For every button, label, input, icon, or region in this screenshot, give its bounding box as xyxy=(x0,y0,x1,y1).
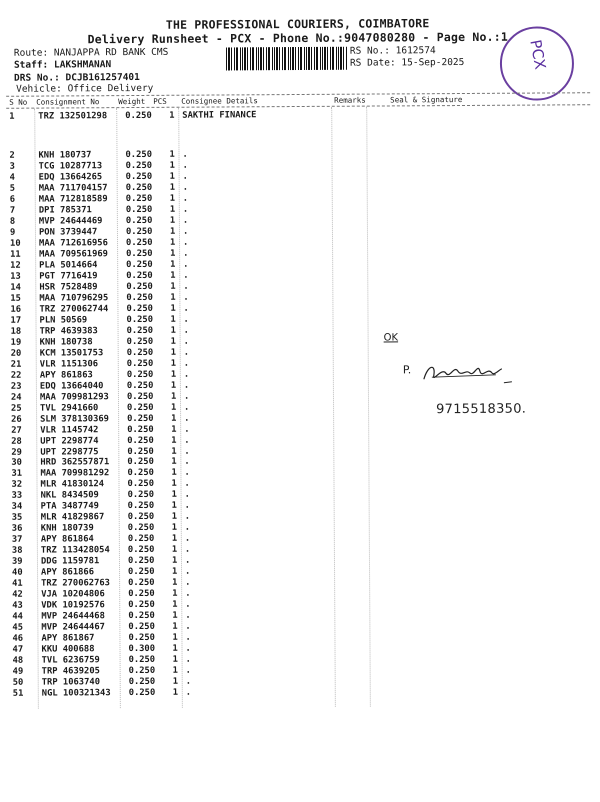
row-marker: . xyxy=(183,380,190,391)
row-consignment: PLA 5014664 xyxy=(39,260,98,271)
row-consignment: TRP 4639383 xyxy=(39,325,98,337)
row-sno: 15 xyxy=(10,293,21,304)
row-weight: 0.250 xyxy=(126,358,154,369)
row-marker: . xyxy=(185,610,191,621)
row-sno: 20 xyxy=(10,348,22,359)
row-consignment: TRP 4639205 xyxy=(41,666,100,677)
row-pcs: 1 xyxy=(171,512,178,523)
row-consignment: MLR 41829867 xyxy=(40,512,105,523)
row-weight: 0.250 xyxy=(127,424,154,435)
row-weight: 0.250 xyxy=(127,479,155,490)
row-weight: 0.250 xyxy=(127,534,155,545)
row-marker: . xyxy=(182,182,189,193)
row-marker: . xyxy=(184,555,191,567)
row-marker: . xyxy=(182,204,189,215)
row-sno: 41 xyxy=(12,578,23,589)
row-sno: 49 xyxy=(12,666,24,677)
row-marker: . xyxy=(183,270,189,281)
row-marker: . xyxy=(183,358,190,369)
row-sno: 3 xyxy=(9,161,15,172)
row-sno: 31 xyxy=(11,469,23,480)
row-marker: . xyxy=(184,544,191,556)
row-sno: 21 xyxy=(10,359,22,370)
row-pcs: 1 xyxy=(171,534,178,545)
row-weight: 0.250 xyxy=(127,468,154,479)
row-weight: 0.250 xyxy=(127,545,155,556)
row-consignment: VLR 1145742 xyxy=(40,424,99,436)
row-consignment: KKU 400688 xyxy=(41,644,95,655)
table-row xyxy=(2,685,600,700)
row-consignment: TRP 1063740 xyxy=(41,677,101,688)
row-sno: 34 xyxy=(11,502,23,513)
row-weight: 0.250 xyxy=(125,182,153,193)
row-marker: . xyxy=(183,347,190,358)
row-marker: . xyxy=(184,424,190,435)
row-marker: . xyxy=(185,687,192,698)
row-weight: 0.250 xyxy=(125,193,153,204)
row-pcs: 1 xyxy=(170,292,176,303)
row-weight: 0.250 xyxy=(126,259,153,270)
row-weight: 0.250 xyxy=(125,204,153,215)
row-consignment: TRZ 113428054 xyxy=(40,545,110,556)
row-marker: . xyxy=(183,292,189,303)
row-marker: . xyxy=(184,501,190,512)
row-sno: 16 xyxy=(10,304,22,315)
row-marker: . xyxy=(185,566,191,577)
row-consignment: NKL 8434509 xyxy=(40,490,99,501)
row-pcs: 1 xyxy=(169,160,175,171)
row-sno: 35 xyxy=(11,512,23,524)
table-row-first xyxy=(0,108,598,123)
row-weight: 0.250 xyxy=(126,303,153,314)
row-consignment: MLR 41830124 xyxy=(40,479,105,490)
row-pcs: 1 xyxy=(172,665,178,676)
row-weight: 0.250 xyxy=(127,490,155,501)
row-sno: 11 xyxy=(10,249,21,260)
row-sno: 47 xyxy=(12,644,24,655)
row-pcs: 1 xyxy=(170,248,176,259)
row-pcs: 1 xyxy=(171,402,177,413)
row-weight: 0.250 xyxy=(127,402,154,413)
row-sno: 12 xyxy=(10,260,21,271)
col-remarks: Remarks xyxy=(334,95,366,105)
row-sno: 19 xyxy=(10,337,22,348)
row-pcs: 1 xyxy=(169,226,176,237)
row-sno: 27 xyxy=(11,425,22,436)
row-pcs: 1 xyxy=(171,424,177,435)
row-sno: 1 xyxy=(9,111,15,122)
row-marker: . xyxy=(184,490,190,501)
row-consignment: APY 861866 xyxy=(41,567,95,578)
row-weight: 0.250 xyxy=(126,380,154,391)
row-sno: 14 xyxy=(10,282,21,293)
row-consignment: EDQ 13664265 xyxy=(38,172,103,183)
row-sno: 13 xyxy=(10,271,21,282)
row-weight: 0.250 xyxy=(126,325,154,336)
row-marker: . xyxy=(183,314,189,325)
row-consignment: MAA 710796295 xyxy=(39,292,109,304)
row-consignment: APY 861863 xyxy=(39,369,93,381)
row-pcs: 1 xyxy=(169,193,176,204)
pcx-stamp xyxy=(500,26,574,100)
row-marker: . xyxy=(183,281,189,292)
row-pcs: 1 xyxy=(171,468,177,479)
row-weight: 0.250 xyxy=(127,512,155,523)
row-pcs: 1 xyxy=(171,556,178,567)
row-weight: 0.250 xyxy=(128,687,156,699)
row-consignment: VDK 10192576 xyxy=(41,600,105,611)
row-consignment: TRZ 270062744 xyxy=(39,303,109,315)
staff-label: Staff: LAKSHMANAN xyxy=(13,59,112,71)
row-sno: 48 xyxy=(12,655,24,666)
row-sno: 5 xyxy=(9,183,16,194)
row-pcs: 1 xyxy=(171,490,177,501)
row-weight: 0.250 xyxy=(128,578,155,589)
row-pcs: 1 xyxy=(170,391,177,402)
row-consignment: TRZ 270062763 xyxy=(41,578,111,589)
row-weight: 0.250 xyxy=(126,347,154,358)
row-consignment: MVP 24644469 xyxy=(38,216,103,227)
row-weight: 0.250 xyxy=(126,314,154,325)
row-sno: 36 xyxy=(11,523,23,535)
row-marker: . xyxy=(185,676,192,687)
row-sno: 44 xyxy=(12,611,23,622)
row-weight: 0.250 xyxy=(128,611,155,622)
row-pcs: 1 xyxy=(169,182,176,193)
row-weight: 0.250 xyxy=(125,160,153,172)
row-sno: 9 xyxy=(9,227,16,238)
barcode xyxy=(226,47,348,71)
row-marker: . xyxy=(182,226,189,237)
row-consignment: TVL 2941660 xyxy=(40,402,99,414)
row-weight: 0.250 xyxy=(125,215,153,226)
row-consignment: NGL 100321343 xyxy=(41,688,111,699)
row-pcs: 1 xyxy=(171,545,178,556)
row-marker: . xyxy=(182,215,189,226)
row-pcs: 1 xyxy=(171,435,177,446)
row-weight: 0.250 xyxy=(126,292,153,303)
row-consignment: KCM 13501753 xyxy=(39,347,104,359)
row-pcs: 1 xyxy=(172,621,178,632)
row-pcs: 1 xyxy=(171,501,177,512)
row-weight: 0.250 xyxy=(127,523,155,534)
col-consignee-details: Consignee Details xyxy=(181,96,258,106)
rs-date: RS Date: 15-Sep-2025 xyxy=(349,56,465,69)
row-weight: 0.250 xyxy=(126,336,154,347)
route-label: Route: NANJAPPA RD BANK CMS xyxy=(13,46,169,59)
row-weight: 0.250 xyxy=(126,270,153,281)
row-consignment: MAA 709981292 xyxy=(40,468,110,479)
row-sno: 40 xyxy=(12,567,23,578)
row-consignment: TRZ 132501298 xyxy=(38,111,108,122)
row-weight: 0.250 xyxy=(128,654,156,666)
row-sno: 17 xyxy=(10,315,22,326)
row-consignment: DPI 785371 xyxy=(38,205,92,216)
row-sno: 37 xyxy=(11,534,23,546)
row-pcs: 1 xyxy=(172,643,178,654)
row-sno: 18 xyxy=(10,326,22,337)
row-sno: 8 xyxy=(9,216,16,227)
row-consignment: PLN 50569 xyxy=(39,314,88,326)
row-marker: . xyxy=(184,402,190,413)
row-pcs: 1 xyxy=(170,358,177,369)
row-pcs: 1 xyxy=(171,457,177,468)
row-pcs: 1 xyxy=(170,237,176,248)
row-weight: 0.250 xyxy=(125,226,153,237)
row-marker: . xyxy=(184,522,191,534)
row-consignment: SLM 378130369 xyxy=(40,413,110,425)
row-pcs: 1 xyxy=(170,325,176,336)
row-sno: 46 xyxy=(12,633,24,644)
row-weight: 0.250 xyxy=(127,556,155,567)
row-marker: . xyxy=(185,632,191,643)
col-pcs: PCS xyxy=(153,96,167,106)
row-weight: 0.250 xyxy=(125,171,153,183)
row-consignment: TCG 10287713 xyxy=(38,161,103,172)
row-consignment: MAA 709981293 xyxy=(39,391,109,403)
handwritten-ok: OK xyxy=(383,332,399,344)
row-weight: 0.250 xyxy=(126,391,154,402)
row-marker: . xyxy=(184,457,190,468)
row-consignment: KNH 180738 xyxy=(39,336,93,348)
row-marker: . xyxy=(185,588,191,599)
row-pcs: 1 xyxy=(172,599,178,610)
row-pcs: 1 xyxy=(169,215,176,226)
row-sno: 10 xyxy=(10,238,21,249)
row-consignment: VLR 1151306 xyxy=(39,358,99,370)
stamp-text: PCX xyxy=(526,38,550,71)
vehicle-label: Vehicle: Office Delivery xyxy=(16,82,154,95)
row-consignment: DDG 1159781 xyxy=(40,556,100,567)
row-pcs: 1 xyxy=(169,149,175,160)
row-weight: 0.250 xyxy=(127,435,154,446)
row-sno: 24 xyxy=(10,392,22,403)
row-marker: . xyxy=(184,413,190,424)
row-consignment: UPT 2298774 xyxy=(40,435,99,447)
row-marker: . xyxy=(184,435,190,446)
row-marker: . xyxy=(183,237,189,248)
row-pcs: 1 xyxy=(169,110,175,121)
col-sno: S No xyxy=(9,97,28,107)
row-weight: 0.250 xyxy=(128,621,155,633)
row-pcs: 1 xyxy=(172,676,179,687)
row-consignment: MVP 24644468 xyxy=(41,611,105,622)
row-marker: . xyxy=(185,599,191,610)
row-weight: 0.250 xyxy=(125,110,152,122)
row-weight: 0.250 xyxy=(128,567,155,578)
row-consignment: PON 3739447 xyxy=(38,227,98,238)
row-weight: 0.250 xyxy=(126,248,153,259)
row-consignment: PTA 3487749 xyxy=(40,501,99,512)
col-seal-signature: Seal & Signature xyxy=(390,95,463,105)
row-pcs: 1 xyxy=(170,336,176,347)
row-consignment: HRD 362557871 xyxy=(40,457,110,468)
row-marker: . xyxy=(184,511,191,523)
row-consignment: MAA 709561969 xyxy=(39,248,108,260)
company-title: THE PROFESSIONAL COURIERS, COIMBATORE xyxy=(165,16,430,32)
row-weight: 0.250 xyxy=(128,589,155,600)
row-weight: 0.250 xyxy=(127,446,154,457)
row-marker: . xyxy=(185,654,191,665)
row-consignment: MVP 24644467 xyxy=(41,622,105,633)
row-weight: 0.250 xyxy=(126,281,153,292)
row-weight: 0.250 xyxy=(127,413,154,424)
runsheet-subtitle: Delivery Runsheet - PCX - Phone No.:9047080280 - Page No.:1 xyxy=(87,29,508,47)
row-sno: 6 xyxy=(9,194,16,205)
row-marker: . xyxy=(183,369,190,380)
row-pcs: 1 xyxy=(172,654,178,665)
row-weight: 0.250 xyxy=(128,665,156,677)
row-marker: . xyxy=(182,193,189,204)
row-pcs: 1 xyxy=(170,347,177,358)
row-pcs: 1 xyxy=(169,204,176,215)
row-marker: . xyxy=(183,325,189,336)
row-pcs: 1 xyxy=(171,446,177,457)
row-consignment: VJA 10204806 xyxy=(41,589,105,600)
row-consignment: HSR 7528489 xyxy=(39,282,98,293)
row-sno: 50 xyxy=(12,677,24,688)
handwritten-phone: 9715518350. xyxy=(436,401,527,418)
row-consignment: PGT 7716419 xyxy=(39,271,98,282)
row-marker: . xyxy=(185,577,191,588)
row-weight: 0.250 xyxy=(125,149,153,161)
col-consignment: Consignment No xyxy=(36,97,100,107)
row-pcs: 1 xyxy=(170,369,177,380)
row-marker: . xyxy=(182,160,188,171)
row-pcs: 1 xyxy=(172,566,178,577)
row-pcs: 1 xyxy=(172,577,178,588)
handwritten-prefix: P. xyxy=(402,363,412,377)
row-sno: 25 xyxy=(11,403,22,414)
row-consignment: APY 861867 xyxy=(41,633,95,644)
row-sno: 28 xyxy=(11,436,22,447)
row-marker: . xyxy=(185,621,191,632)
col-weight: Weight xyxy=(118,96,146,107)
row-marker: . xyxy=(184,533,191,545)
row-pcs: 1 xyxy=(172,687,179,698)
row-sno: 2 xyxy=(9,150,15,161)
row-weight: 0.250 xyxy=(126,369,154,380)
row-consignment: MAA 712616956 xyxy=(39,237,108,249)
row-sno: 4 xyxy=(9,172,15,183)
row-pcs: 1 xyxy=(170,380,177,391)
row-sno: 7 xyxy=(9,205,16,216)
row-pcs: 1 xyxy=(172,610,178,621)
row-marker: . xyxy=(183,303,189,314)
row-marker: . xyxy=(185,665,191,676)
row-pcs: 1 xyxy=(172,632,178,643)
row-weight: 0.250 xyxy=(128,676,156,688)
row-sno: 43 xyxy=(12,600,23,611)
row-consignment: UPT 2298775 xyxy=(40,446,99,458)
row-marker: . xyxy=(183,336,189,347)
row-pcs: 1 xyxy=(170,270,176,281)
row-sno: 45 xyxy=(12,622,24,633)
row-marker: . xyxy=(183,259,189,270)
row-weight: 0.250 xyxy=(127,501,155,512)
row-consignment: TVL 6236759 xyxy=(41,655,100,666)
row-weight: 0.250 xyxy=(128,600,155,611)
row-consignment: KNH 180739 xyxy=(40,523,94,534)
row-pcs: 1 xyxy=(171,413,177,424)
row-sno: 29 xyxy=(11,447,22,458)
row-marker: . xyxy=(184,479,190,490)
row-sno: 32 xyxy=(11,480,23,491)
row-pcs: 1 xyxy=(172,588,178,599)
row-sno: 39 xyxy=(11,556,23,568)
row-sno: 26 xyxy=(11,414,22,425)
row-sno: 30 xyxy=(11,458,23,469)
row-consignee: SAKTHI FINANCE xyxy=(182,110,257,121)
row-marker: . xyxy=(185,643,191,654)
row-weight: 0.250 xyxy=(128,632,155,644)
row-weight: 0.300 xyxy=(128,643,156,655)
row-consignment: MAA 711704157 xyxy=(38,183,108,194)
row-pcs: 1 xyxy=(170,259,176,270)
row-consignment: APY 861864 xyxy=(40,534,94,545)
row-sno: 38 xyxy=(11,545,23,557)
row-sno: 22 xyxy=(10,370,22,381)
row-marker: . xyxy=(183,248,189,259)
row-marker: . xyxy=(182,171,188,182)
drs-number: DRS No.: DCJB161257401 xyxy=(13,71,140,84)
rs-number: RS No.: 1612574 xyxy=(349,45,436,57)
row-pcs: 1 xyxy=(171,523,178,534)
row-pcs: 1 xyxy=(170,303,176,314)
row-weight: 0.250 xyxy=(126,237,153,248)
row-consignment: MAA 712818589 xyxy=(38,194,108,205)
row-weight: 0.250 xyxy=(127,457,154,468)
row-pcs: 1 xyxy=(169,171,175,182)
row-sno: 33 xyxy=(11,491,23,502)
row-marker: . xyxy=(182,149,188,160)
handwritten-signature xyxy=(418,357,518,392)
row-sno: 23 xyxy=(10,381,22,392)
row-sno: 42 xyxy=(12,589,23,600)
row-pcs: 1 xyxy=(171,479,177,490)
row-marker: . xyxy=(183,391,190,402)
row-marker: . xyxy=(184,468,190,479)
row-marker: . xyxy=(184,446,190,457)
row-sno: 51 xyxy=(12,688,24,699)
row-consignment: KNH 180737 xyxy=(38,150,92,161)
row-pcs: 1 xyxy=(170,281,176,292)
row-pcs: 1 xyxy=(170,314,176,325)
row-consignment: EDQ 13664040 xyxy=(39,380,104,392)
